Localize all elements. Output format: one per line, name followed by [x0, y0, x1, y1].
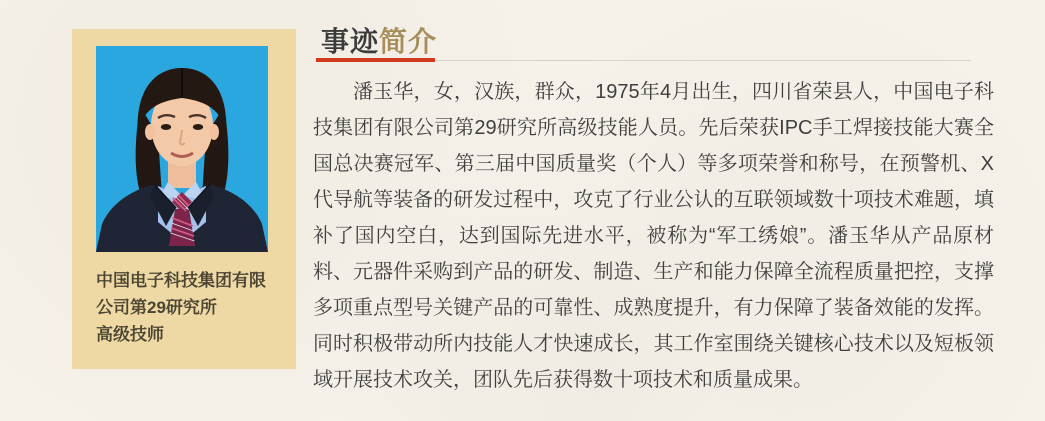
profile-card: [72, 29, 296, 369]
caption-org-line1: 中国电子科技集团有限: [96, 271, 266, 290]
profile-caption: [96, 267, 276, 348]
section-title: [321, 20, 437, 60]
portrait-illustration: [96, 46, 268, 252]
title-rule-divider: [435, 60, 971, 61]
title-rule: [316, 58, 971, 62]
profile-photo: [96, 46, 268, 252]
caption-job-title: 高级技师: [96, 325, 164, 344]
section-title-dark: 事迹: [321, 26, 380, 57]
section-title-gold: 简介: [379, 26, 438, 57]
bio-paragraph: 潘玉华，女，汉族，群众，1975年4月出生，四川省荣县人，中国电子科技集团有限公司第29研究所高级技能人员。先后荣获IPC手工焊接技能大赛全国总决赛冠军、第三届中国质量奖（个人）等多项荣誉和称号，在预警机、X代导航等装备的研发过程中，攻克了行业公认的互联领域数十项技术难题，填补了国内空白，达到国际先进水平，被称为“军工绣娘”。潘玉华从产品原材料、元器件采购到产品的研发、制造、生产和能力保障全流程质量把控，支撑多项重点型号关键产品的可靠性、成熟度提升，有力保障了装备效能的发挥。同时积极带动所内技能人才快速成长，其工作室围绕关键核心技术以及短板领域开展技术攻关，团队先后获得数十项技术和质量成果。: [313, 81, 994, 391]
caption-org-line2: 公司第29研究所: [96, 298, 217, 317]
title-rule-red-accent: [316, 58, 435, 62]
